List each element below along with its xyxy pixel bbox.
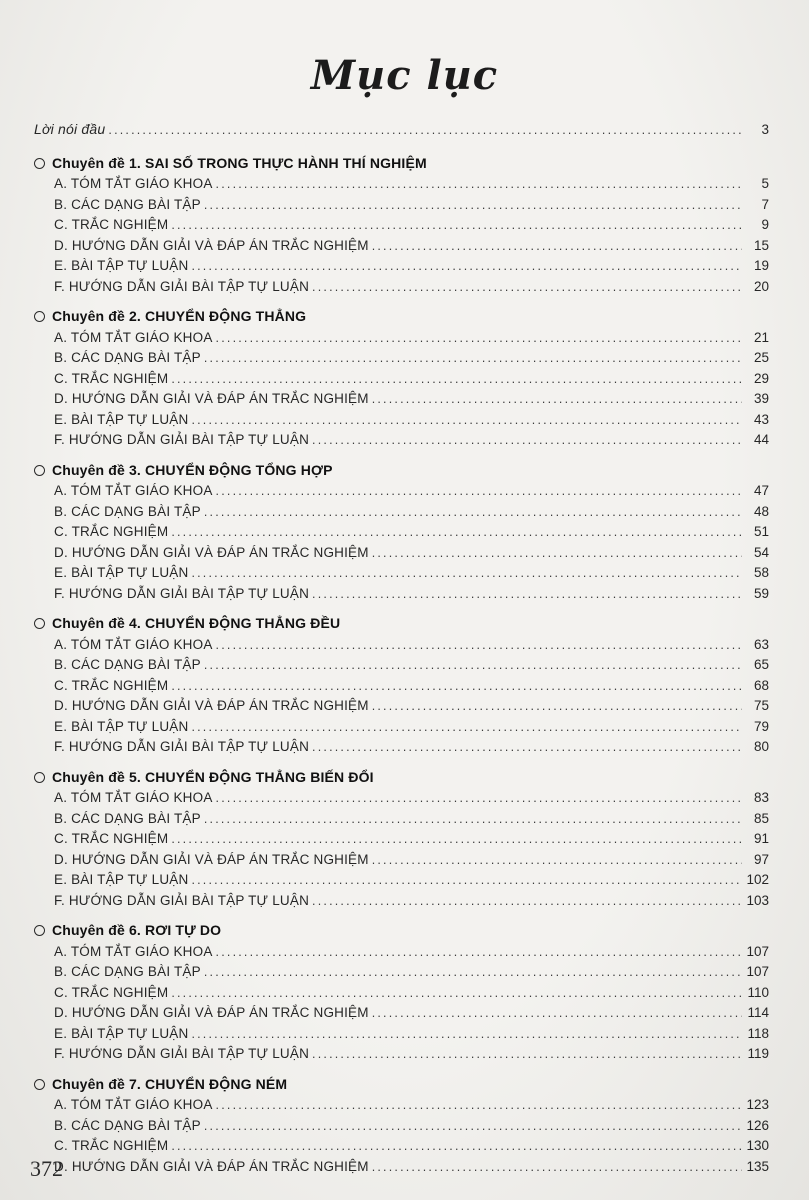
bullet-circle-icon [34, 618, 45, 629]
toc-entry [34, 717, 769, 738]
entry-page-number: 9 [761, 217, 769, 232]
toc-chapter [34, 306, 769, 451]
bullet-circle-icon [34, 772, 45, 783]
chapter-heading [34, 460, 769, 482]
entry-page-number: 85 [753, 810, 769, 826]
entry-page-number: 58 [753, 565, 769, 580]
bullet-circle-icon [34, 311, 45, 322]
dot-leader [312, 584, 742, 605]
toc-entry [34, 1044, 769, 1065]
chapter-title: Chuyên đề 4. CHUYỂN ĐỘNG THẲNG ĐỀU [52, 615, 341, 631]
entry-label: E. BÀI TẬP TỰ LUẬN [54, 565, 189, 580]
toc-entry [34, 891, 769, 912]
entry-page-number: 126 [746, 1117, 769, 1133]
toc-chapter [34, 613, 769, 758]
entry-page-number: 103 [746, 892, 769, 908]
entry-page-number: 110 [747, 984, 769, 1000]
entry-page-number: 48 [753, 503, 769, 519]
dot-leader [216, 788, 742, 809]
entry-page-number: 83 [753, 790, 769, 805]
toc-entry [34, 962, 769, 983]
entry-page-number: 79 [753, 718, 769, 734]
dot-leader [191, 717, 742, 738]
entry-page-number: 59 [753, 585, 769, 601]
entry-page-number: 39 [753, 391, 769, 406]
entry-label: A. TÓM TẮT GIÁO KHOA [54, 943, 213, 959]
entry-page-number: 68 [753, 677, 769, 693]
dot-leader [191, 410, 742, 431]
entry-page-number: 97 [753, 851, 769, 867]
toc-entry [34, 389, 769, 410]
dot-leader [216, 481, 742, 502]
dot-leader [216, 942, 742, 963]
entry-label: D. HƯỚNG DẪN GIẢI VÀ ĐÁP ÁN TRẮC NGHIỆM [54, 391, 369, 406]
dot-leader [204, 348, 742, 369]
dot-leader [204, 809, 742, 830]
entry-label: C. TRẮC NGHIỆM [54, 524, 169, 539]
bullet-circle-icon [34, 158, 45, 169]
page-title: Mục lục [310, 52, 499, 99]
toc-entry [34, 348, 769, 369]
chapter-title: Chuyên đề 6. RƠI TỰ DO [52, 922, 222, 938]
bullet-circle-icon [34, 925, 45, 936]
chapter-heading [34, 613, 769, 635]
toc-entry [34, 236, 769, 257]
entry-page-number: 80 [753, 739, 769, 754]
chapter-heading [34, 1074, 769, 1096]
entry-page-number: 20 [753, 278, 769, 294]
toc-chapter [34, 153, 769, 298]
dot-leader [204, 502, 742, 523]
dot-leader [204, 655, 742, 676]
dot-leader [372, 696, 742, 717]
chapter-list [34, 153, 769, 1178]
toc-entry [34, 737, 769, 758]
entry-label: E. BÀI TẬP TỰ LUẬN [54, 258, 189, 273]
entry-page-number: 65 [753, 657, 769, 672]
toc-entry [34, 215, 769, 236]
entry-label: B. CÁC DẠNG BÀI TẬP [54, 964, 201, 979]
toc-entry [34, 942, 769, 963]
dot-leader [372, 389, 742, 410]
toc-entry [34, 1024, 769, 1045]
entry-page-number: 5 [761, 176, 769, 191]
entry-label: E. BÀI TẬP TỰ LUẬN [54, 411, 189, 427]
entry-page-number: 107 [746, 964, 769, 979]
toc-entry [34, 1157, 769, 1178]
bullet-circle-icon [34, 1079, 45, 1090]
entry-label: C. TRẮC NGHIỆM [54, 1138, 169, 1153]
dot-leader [171, 215, 742, 236]
toc-entry [34, 850, 769, 871]
entry-page-number: 51 [753, 524, 769, 539]
dot-leader [204, 962, 742, 983]
entry-page-number: 91 [753, 831, 769, 846]
toc-entry [34, 584, 769, 605]
entry-label: C. TRẮC NGHIỆM [54, 984, 169, 1000]
dot-leader [191, 563, 742, 584]
dot-leader [171, 676, 742, 697]
toc-entry [34, 788, 769, 809]
toc-entry [34, 870, 769, 891]
toc-entry [34, 174, 769, 195]
toc-entry-preface [34, 119, 769, 141]
entry-label: C. TRẮC NGHIỆM [54, 217, 169, 232]
dot-leader [191, 870, 742, 891]
toc-entry [34, 1136, 769, 1157]
chapter-title: Chuyên đề 5. CHUYỂN ĐỘNG THẲNG BIẾN ĐỔI [52, 768, 374, 785]
entry-label: C. TRẮC NGHIỆM [54, 677, 169, 693]
entry-page-number: 114 [747, 1005, 769, 1020]
entry-page-number: 7 [761, 196, 769, 212]
entry-label: Lời nói đầu [34, 121, 106, 137]
entry-page-number: 63 [753, 636, 769, 652]
toc-entry [34, 1116, 769, 1137]
entry-page-number: 43 [753, 411, 769, 427]
dot-leader [312, 430, 742, 451]
dot-leader [204, 195, 742, 216]
entry-page-number: 19 [753, 258, 769, 273]
entry-label: A. TÓM TẮT GIÁO KHOA [54, 329, 213, 345]
entry-page-number: 130 [746, 1138, 769, 1153]
toc-entry [34, 563, 769, 584]
toc-entry [34, 481, 769, 502]
toc-entry [34, 277, 769, 298]
toc-entry [34, 809, 769, 830]
dot-leader [372, 850, 742, 871]
entry-page-number: 3 [761, 122, 769, 137]
toc-chapter [34, 460, 769, 605]
dot-leader [216, 635, 742, 656]
entry-label: B. CÁC DẠNG BÀI TẬP [54, 503, 201, 519]
dot-leader [372, 1157, 742, 1178]
dot-leader [372, 543, 742, 564]
entry-label: B. CÁC DẠNG BÀI TẬP [54, 657, 201, 672]
toc-entry [34, 635, 769, 656]
entry-label: A. TÓM TẮT GIÁO KHOA [54, 790, 213, 805]
dot-leader [171, 829, 742, 850]
entry-label: D. HƯỚNG DẪN GIẢI VÀ ĐÁP ÁN TRẮC NGHIỆM [54, 851, 369, 867]
toc-chapter [34, 920, 769, 1065]
entry-label: A. TÓM TẮT GIÁO KHOA [54, 483, 213, 498]
toc-entry [34, 430, 769, 451]
entry-page-number: 102 [746, 872, 769, 887]
bullet-circle-icon [34, 465, 45, 476]
entry-label: B. CÁC DẠNG BÀI TẬP [54, 196, 201, 212]
chapter-heading [34, 920, 769, 942]
entry-label: A. TÓM TẮT GIÁO KHOA [54, 1097, 213, 1112]
dot-leader [171, 1136, 742, 1157]
entry-label: D. HƯỚNG DẪN GIẢI VÀ ĐÁP ÁN TRẮC NGHIỆM [54, 1158, 369, 1174]
entry-page-number: 47 [753, 483, 769, 498]
chapter-title: Chuyên đề 7. CHUYỂN ĐỘNG NÉM [52, 1075, 288, 1092]
entry-page-number: 107 [746, 943, 769, 959]
toc-entry [34, 410, 769, 431]
toc-entry [34, 1003, 769, 1024]
dot-leader [372, 1003, 742, 1024]
table-of-contents [0, 99, 809, 1177]
entry-label: F. HƯỚNG DẪN GIẢI BÀI TẬP TỰ LUẬN [54, 739, 310, 754]
entry-page-number: 29 [753, 370, 769, 386]
dot-leader [171, 522, 742, 543]
toc-entry [34, 256, 769, 277]
dot-leader [191, 256, 742, 277]
entry-label: A. TÓM TẮT GIÁO KHOA [54, 636, 213, 652]
toc-chapter [34, 1074, 769, 1178]
entry-label: E. BÀI TẬP TỰ LUẬN [54, 1025, 189, 1041]
entry-label: B. CÁC DẠNG BÀI TẬP [54, 1117, 201, 1133]
toc-entry [34, 195, 769, 216]
dot-leader [312, 277, 742, 298]
dot-leader [372, 236, 742, 257]
dot-leader [171, 983, 742, 1004]
entry-label: D. HƯỚNG DẪN GIẢI VÀ ĐÁP ÁN TRẮC NGHIỆM [54, 1005, 369, 1020]
dot-leader [191, 1024, 742, 1045]
entry-label: F. HƯỚNG DẪN GIẢI BÀI TẬP TỰ LUẬN [54, 1046, 310, 1061]
chapter-heading [34, 767, 769, 789]
entry-page-number: 123 [746, 1097, 769, 1112]
entry-page-number: 75 [753, 698, 769, 713]
entry-page-number: 15 [753, 237, 769, 253]
toc-entry [34, 502, 769, 523]
dot-leader [204, 1116, 742, 1137]
entry-page-number: 44 [753, 432, 769, 447]
toc-entry [34, 829, 769, 850]
dot-leader [216, 328, 742, 349]
chapter-title: Chuyên đề 2. CHUYỂN ĐỘNG THẲNG [52, 308, 307, 324]
dot-leader [312, 891, 742, 912]
toc-entry [34, 543, 769, 564]
toc-entry [34, 676, 769, 697]
toc-entry [34, 655, 769, 676]
toc-entry [34, 1095, 769, 1116]
dot-leader [312, 1044, 742, 1065]
dot-leader [171, 369, 742, 390]
toc-entry [34, 983, 769, 1004]
toc-entry [34, 522, 769, 543]
entry-label: B. CÁC DẠNG BÀI TẬP [54, 810, 201, 826]
entry-label: F. HƯỚNG DẪN GIẢI BÀI TẬP TỰ LUẬN [54, 278, 310, 294]
entry-label: F. HƯỚNG DẪN GIẢI BÀI TẬP TỰ LUẬN [54, 585, 310, 601]
entry-page-number: 135 [746, 1158, 769, 1174]
toc-chapter [34, 767, 769, 912]
entry-label: A. TÓM TẮT GIÁO KHOA [54, 176, 213, 191]
entry-label: E. BÀI TẬP TỰ LUẬN [54, 718, 189, 734]
entry-label: C. TRẮC NGHIỆM [54, 370, 169, 386]
entry-page-number: 25 [753, 350, 769, 365]
entry-label: E. BÀI TẬP TỰ LUẬN [54, 872, 189, 887]
toc-entry [34, 696, 769, 717]
entry-label: D. HƯỚNG DẪN GIẢI VÀ ĐÁP ÁN TRẮC NGHIỆM [54, 544, 369, 560]
entry-page-number: 54 [753, 544, 769, 560]
entry-label: D. HƯỚNG DẪN GIẢI VÀ ĐÁP ÁN TRẮC NGHIỆM [54, 698, 369, 713]
chapter-title: Chuyên đề 1. SAI SỐ TRONG THỰC HÀNH THÍ NGHIỆM [52, 154, 427, 171]
entry-label: C. TRẮC NGHIỆM [54, 831, 169, 846]
entry-label: B. CÁC DẠNG BÀI TẬP [54, 350, 201, 365]
entry-page-number: 21 [753, 329, 769, 345]
entry-page-number: 119 [747, 1046, 769, 1061]
chapter-heading [34, 153, 769, 175]
dot-leader [312, 737, 742, 758]
entry-label: F. HƯỚNG DẪN GIẢI BÀI TẬP TỰ LUẬN [54, 892, 310, 908]
page-number: 372 [30, 1156, 63, 1181]
entry-page-number: 118 [747, 1025, 769, 1041]
dot-leader [216, 1095, 742, 1116]
chapter-title: Chuyên đề 3. CHUYỂN ĐỘNG TỔNG HỢP [52, 461, 333, 478]
entry-label: D. HƯỚNG DẪN GIẢI VÀ ĐÁP ÁN TRẮC NGHIỆM [54, 237, 369, 253]
dot-leader [108, 120, 742, 141]
toc-entry [34, 369, 769, 390]
dot-leader [216, 174, 742, 195]
entry-label: F. HƯỚNG DẪN GIẢI BÀI TẬP TỰ LUẬN [54, 432, 310, 447]
chapter-heading [34, 306, 769, 328]
toc-entry [34, 328, 769, 349]
